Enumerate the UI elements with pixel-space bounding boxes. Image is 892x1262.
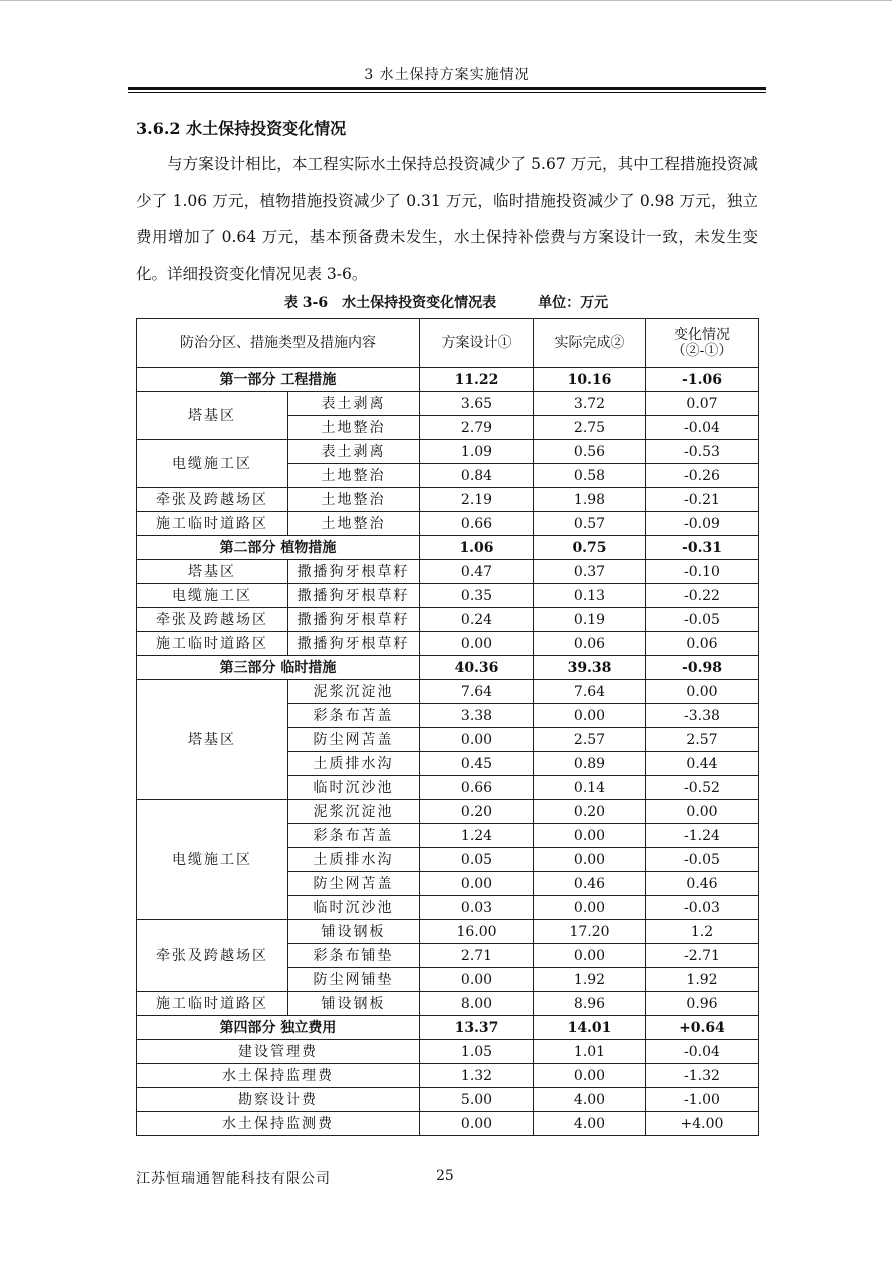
measure-cell: 防尘网铺垫: [288, 968, 420, 992]
actual-cell: 0.57: [534, 512, 646, 536]
table-header-row: [137, 319, 759, 368]
page-top-border: [0, 0, 892, 1]
footer-company: 江苏恒瑞通智能科技有限公司: [136, 1171, 331, 1187]
table-row: [137, 632, 759, 656]
actual-cell: 0.00: [534, 848, 646, 872]
investment-change-table: [136, 318, 759, 1136]
header-rule-thin: [128, 92, 766, 93]
change-cell: -0.53: [646, 440, 759, 464]
table-row: [137, 512, 759, 536]
zone-cell: 电缆施工区: [137, 584, 288, 608]
change-cell: 0.06: [646, 632, 759, 656]
change-cell: -0.03: [646, 896, 759, 920]
planned-cell: 1.09: [420, 440, 534, 464]
header-rule-thick: [128, 87, 766, 90]
planned-cell: 0.66: [420, 512, 534, 536]
zone-cell: 施工临时道路区: [137, 632, 288, 656]
planned-cell: 7.64: [420, 680, 534, 704]
change-cell: -1.00: [646, 1088, 759, 1112]
actual-cell: 0.58: [534, 464, 646, 488]
measure-cell: 铺设钢板: [288, 992, 420, 1016]
planned-cell: 0.35: [420, 584, 534, 608]
change-cell: -0.05: [646, 848, 759, 872]
measure-cell: 土质排水沟: [288, 752, 420, 776]
measure-cell: 临时沉沙池: [288, 776, 420, 800]
actual-cell: 0.14: [534, 776, 646, 800]
change-cell: -1.24: [646, 824, 759, 848]
change-cell: 0.46: [646, 872, 759, 896]
running-header: 3 水土保持方案实施情况: [364, 67, 530, 83]
zone-cell: 电缆施工区: [137, 440, 288, 488]
header-category: 防治分区、措施类型及措施内容: [137, 319, 420, 368]
actual-cell: 0.00: [534, 944, 646, 968]
planned-cell: 16.00: [420, 920, 534, 944]
zone-cell: 牵张及跨越场区: [137, 920, 288, 992]
measure-cell: 铺设钢板: [288, 920, 420, 944]
measure-cell: 彩条布苫盖: [288, 824, 420, 848]
page-number: 25: [436, 1168, 454, 1184]
planned-cell: 1.32: [420, 1064, 534, 1088]
actual-cell: 0.19: [534, 608, 646, 632]
planned-cell: 1.05: [420, 1040, 534, 1064]
actual-cell: 39.38: [534, 656, 646, 680]
planned-cell: 1.06: [420, 536, 534, 560]
measure-cell: 防尘网苫盖: [288, 728, 420, 752]
change-cell: +0.64: [646, 1016, 759, 1040]
planned-cell: 0.24: [420, 608, 534, 632]
actual-cell: 0.46: [534, 872, 646, 896]
actual-cell: 3.72: [534, 392, 646, 416]
change-cell: 1.2: [646, 920, 759, 944]
table-row: [137, 992, 759, 1016]
part-label: 第四部分 独立费用: [137, 1016, 420, 1040]
part-row: [137, 656, 759, 680]
measure-cell: 彩条布苫盖: [288, 704, 420, 728]
fee-item-cell: 水土保持监理费: [137, 1064, 420, 1088]
fee-item-cell: 勘察设计费: [137, 1088, 420, 1112]
planned-cell: 3.38: [420, 704, 534, 728]
table-row: [137, 1088, 759, 1112]
zone-cell: 施工临时道路区: [137, 512, 288, 536]
change-cell: -0.10: [646, 560, 759, 584]
zone-cell: 电缆施工区: [137, 800, 288, 920]
measure-cell: 临时沉沙池: [288, 896, 420, 920]
actual-cell: 0.00: [534, 896, 646, 920]
actual-cell: 0.06: [534, 632, 646, 656]
actual-cell: 4.00: [534, 1088, 646, 1112]
planned-cell: 1.24: [420, 824, 534, 848]
change-cell: -0.22: [646, 584, 759, 608]
header-actual: 实际完成②: [534, 319, 646, 368]
planned-cell: 11.22: [420, 368, 534, 392]
measure-cell: 土地整治: [288, 512, 420, 536]
planned-cell: 0.00: [420, 632, 534, 656]
planned-cell: 0.47: [420, 560, 534, 584]
table-row: [137, 392, 759, 416]
measure-cell: 土地整治: [288, 464, 420, 488]
change-cell: 2.57: [646, 728, 759, 752]
actual-cell: 1.92: [534, 968, 646, 992]
measure-cell: 撒播狗牙根草籽: [288, 632, 420, 656]
table-row: [137, 680, 759, 704]
change-cell: -0.98: [646, 656, 759, 680]
part-label: 第三部分 临时措施: [137, 656, 420, 680]
measure-cell: 泥浆沉淀池: [288, 800, 420, 824]
actual-cell: 0.00: [534, 704, 646, 728]
actual-cell: 0.00: [534, 824, 646, 848]
header-change: [646, 319, 759, 368]
planned-cell: 0.20: [420, 800, 534, 824]
planned-cell: 0.00: [420, 872, 534, 896]
change-cell: -0.04: [646, 416, 759, 440]
actual-cell: 0.56: [534, 440, 646, 464]
planned-cell: 8.00: [420, 992, 534, 1016]
change-cell: -3.38: [646, 704, 759, 728]
planned-cell: 0.00: [420, 1112, 534, 1136]
table-row: [137, 800, 759, 824]
table-row: [137, 584, 759, 608]
fee-item-cell: 建设管理费: [137, 1040, 420, 1064]
planned-cell: 2.19: [420, 488, 534, 512]
actual-cell: 2.75: [534, 416, 646, 440]
actual-cell: 14.01: [534, 1016, 646, 1040]
measure-cell: 防尘网苫盖: [288, 872, 420, 896]
planned-cell: 2.71: [420, 944, 534, 968]
planned-cell: 5.00: [420, 1088, 534, 1112]
change-cell: -0.26: [646, 464, 759, 488]
change-cell: -1.32: [646, 1064, 759, 1088]
change-cell: -0.09: [646, 512, 759, 536]
actual-cell: 0.75: [534, 536, 646, 560]
change-cell: 0.00: [646, 800, 759, 824]
planned-cell: 0.84: [420, 464, 534, 488]
zone-cell: 施工临时道路区: [137, 992, 288, 1016]
actual-cell: 1.01: [534, 1040, 646, 1064]
measure-cell: 撒播狗牙根草籽: [288, 560, 420, 584]
change-cell: -0.21: [646, 488, 759, 512]
planned-cell: 0.45: [420, 752, 534, 776]
part-row: [137, 368, 759, 392]
table-row: [137, 608, 759, 632]
planned-cell: 0.05: [420, 848, 534, 872]
planned-cell: 0.00: [420, 728, 534, 752]
actual-cell: 0.13: [534, 584, 646, 608]
planned-cell: 3.65: [420, 392, 534, 416]
part-label: 第二部分 植物措施: [137, 536, 420, 560]
actual-cell: 7.64: [534, 680, 646, 704]
change-cell: -0.52: [646, 776, 759, 800]
change-cell: 0.07: [646, 392, 759, 416]
header-change-formula: （②-①）: [671, 343, 733, 359]
measure-cell: 彩条布铺垫: [288, 944, 420, 968]
change-cell: -0.05: [646, 608, 759, 632]
table-row: [137, 560, 759, 584]
table-row: [137, 1064, 759, 1088]
actual-cell: 10.16: [534, 368, 646, 392]
table-unit: 单位：万元: [538, 295, 609, 311]
table-title: 表 3-6 水土保持投资变化情况表: [283, 295, 497, 311]
change-cell: -0.31: [646, 536, 759, 560]
change-cell: -2.71: [646, 944, 759, 968]
table-row: [137, 1112, 759, 1136]
planned-cell: 13.37: [420, 1016, 534, 1040]
change-cell: 1.92: [646, 968, 759, 992]
part-label: 第一部分 工程措施: [137, 368, 420, 392]
measure-cell: 泥浆沉淀池: [288, 680, 420, 704]
table-row: [137, 440, 759, 464]
part-row: [137, 1016, 759, 1040]
header-change-label: 变化情况: [674, 327, 730, 343]
actual-cell: 0.00: [534, 1064, 646, 1088]
fee-item-cell: 水土保持监测费: [137, 1112, 420, 1136]
actual-cell: 1.98: [534, 488, 646, 512]
table-caption: [136, 292, 756, 312]
measure-cell: 撒播狗牙根草籽: [288, 584, 420, 608]
planned-cell: 2.79: [420, 416, 534, 440]
zone-cell: 塔基区: [137, 560, 288, 584]
actual-cell: 4.00: [534, 1112, 646, 1136]
change-cell: 0.44: [646, 752, 759, 776]
change-cell: 0.96: [646, 992, 759, 1016]
zone-cell: 牵张及跨越场区: [137, 608, 288, 632]
table-row: [137, 920, 759, 944]
actual-cell: 2.57: [534, 728, 646, 752]
change-cell: 0.00: [646, 680, 759, 704]
actual-cell: 0.37: [534, 560, 646, 584]
planned-cell: 0.00: [420, 968, 534, 992]
zone-cell: 塔基区: [137, 680, 288, 800]
table-row: [137, 1040, 759, 1064]
body-paragraph: 与方案设计相比，本工程实际水土保持总投资减少了 5.67 万元，其中工程措施投资减少了 1.06 万元，植物措施投资减少了 0.31 万元，临时措施投资减少了 0.98 万元，独立费用增加了 0.64 万元，基本预备费未发生，水土保持补偿费与方案设计一致，未发生变化。详细投资变化情况见表 3-6。: [136, 155, 758, 283]
part-row: [137, 536, 759, 560]
section-heading: 3.6.2 水土保持投资变化情况: [136, 119, 347, 138]
change-cell: -1.06: [646, 368, 759, 392]
zone-cell: 牵张及跨越场区: [137, 488, 288, 512]
zone-cell: 塔基区: [137, 392, 288, 440]
planned-cell: 0.66: [420, 776, 534, 800]
planned-cell: 40.36: [420, 656, 534, 680]
header-planned: 方案设计①: [420, 319, 534, 368]
change-cell: +4.00: [646, 1112, 759, 1136]
measure-cell: 表土剥离: [288, 440, 420, 464]
measure-cell: 土地整治: [288, 488, 420, 512]
actual-cell: 8.96: [534, 992, 646, 1016]
change-cell: -0.04: [646, 1040, 759, 1064]
measure-cell: 土地整治: [288, 416, 420, 440]
measure-cell: 土质排水沟: [288, 848, 420, 872]
actual-cell: 0.20: [534, 800, 646, 824]
actual-cell: 17.20: [534, 920, 646, 944]
planned-cell: 0.03: [420, 896, 534, 920]
actual-cell: 0.89: [534, 752, 646, 776]
measure-cell: 撒播狗牙根草籽: [288, 608, 420, 632]
measure-cell: 表土剥离: [288, 392, 420, 416]
table-row: [137, 488, 759, 512]
